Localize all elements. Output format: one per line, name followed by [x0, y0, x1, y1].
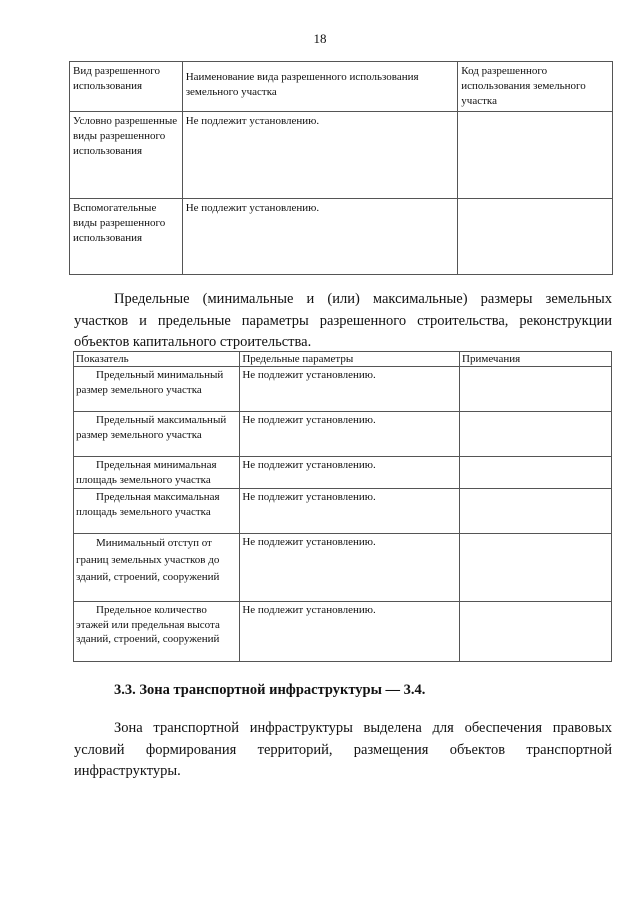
parameter-cell: Не подлежит установлению.: [240, 534, 460, 602]
note-cell: [460, 367, 612, 412]
table-row: [74, 457, 612, 489]
parameter-cell: Не подлежит установлению.: [240, 489, 460, 534]
use-code-cell: [458, 112, 613, 199]
note-cell: [460, 489, 612, 534]
header-cell: Показатель: [74, 352, 240, 367]
limit-parameters-paragraph: Предельные (минимальные и (или) максимальные) размеры земельных участков и предельные параметры разрешенного строительства, реконструкции объектов капитального строительства.: [74, 291, 612, 350]
header-cell: Вид разрешенного использования: [70, 62, 183, 112]
section-paragraph: Зона транспортной инфраструктуры выделена для обеспечения правовых условий формирования территорий, размещения объектов транспортной инфраструктуры.: [74, 720, 612, 779]
note-cell: [460, 457, 612, 489]
permitted-use-table: [69, 61, 613, 275]
table-row: [74, 602, 612, 662]
indicator-cell: Предельное количество этажей или предельная высота зданий, строений, сооружений: [74, 602, 240, 662]
parameter-cell: Не подлежит установлению.: [240, 367, 460, 412]
indicator-cell: Предельная максимальная площадь земельного участка: [74, 489, 240, 534]
table-row: [74, 489, 612, 534]
header-cell: Предельные параметры: [240, 352, 460, 367]
limit-parameters-table: [73, 351, 612, 662]
note-cell: [460, 534, 612, 602]
indicator-cell: Предельный максимальный размер земельного участка: [74, 412, 240, 457]
use-code-cell: [458, 199, 613, 275]
table-row: [70, 112, 613, 199]
parameter-cell: Не подлежит установлению.: [240, 457, 460, 489]
header-cell: Наименование вида разрешенного использования земельного участка: [182, 62, 458, 112]
section-heading: 3.3. Зона транспортной инфраструктуры — 3.4.: [114, 682, 426, 698]
use-name-cell: Не подлежит установлению.: [182, 199, 458, 275]
table-row: [74, 534, 612, 602]
table-row: [70, 199, 613, 275]
parameter-cell: Не подлежит установлению.: [240, 412, 460, 457]
parameter-cell: Не подлежит установлению.: [240, 602, 460, 662]
header-cell: Примечания: [460, 352, 612, 367]
page-number: 18: [313, 31, 327, 46]
indicator-cell: Предельная минимальная площадь земельного участка: [74, 457, 240, 489]
use-name-cell: Не подлежит установлению.: [182, 112, 458, 199]
table-header-row: [70, 62, 613, 112]
header-cell: Код разрешенного использования земельного участка: [458, 62, 613, 112]
note-cell: [460, 602, 612, 662]
note-cell: [460, 412, 612, 457]
table-row: [74, 412, 612, 457]
indicator-cell: Предельный минимальный размер земельного участка: [74, 367, 240, 412]
table-row: [74, 367, 612, 412]
table-header-row: [74, 352, 612, 367]
use-type-cell: Условно разрешенные виды разрешенного использования: [70, 112, 183, 199]
indicator-cell: Минимальный отступ от границ земельных участков до зданий, строений, сооружений: [74, 534, 240, 602]
use-type-cell: Вспомогательные виды разрешенного использования: [70, 199, 183, 275]
